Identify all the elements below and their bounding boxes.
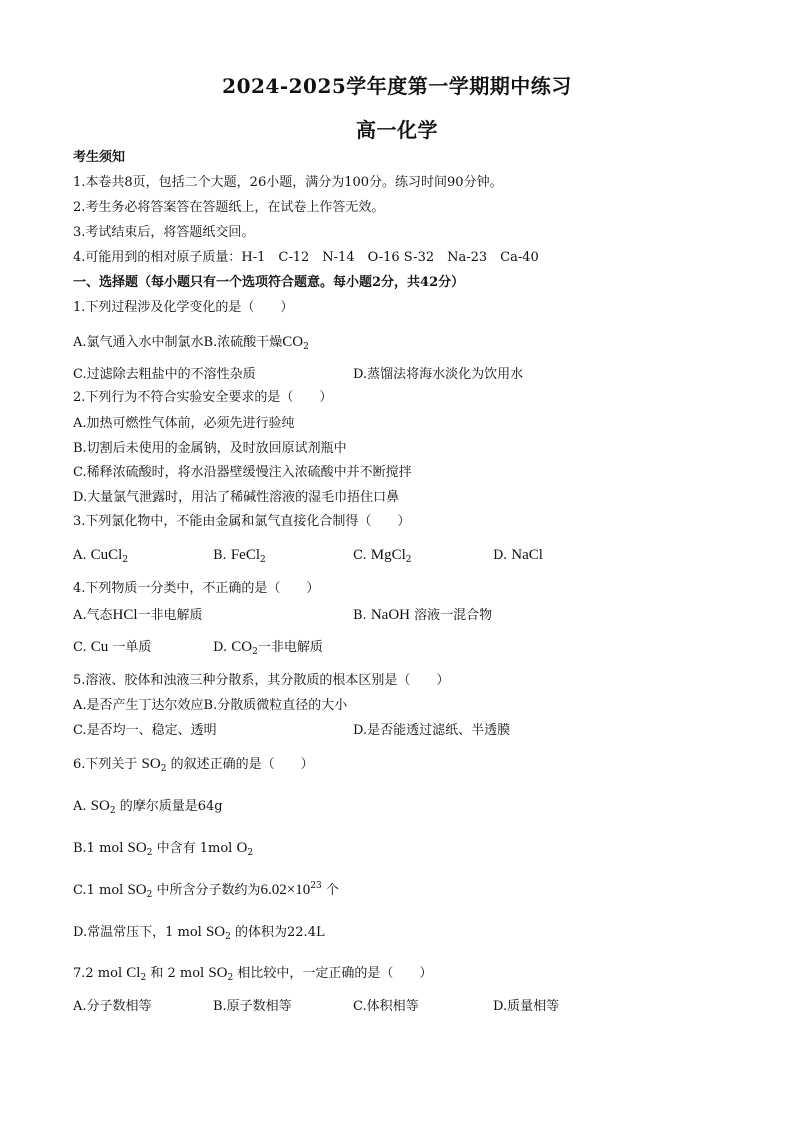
subscript: 2 xyxy=(247,848,254,858)
option-text: 一非电解质 xyxy=(137,608,203,623)
option-text: D.常温常压下，1 mol xyxy=(73,925,206,940)
option-text: 一非电解质 xyxy=(257,640,323,655)
formula: SO xyxy=(90,798,110,814)
option-text: B.浓硫酸干燥 xyxy=(203,335,283,350)
option-label: D. xyxy=(213,640,228,655)
formula: NaCl xyxy=(511,547,543,563)
formula: SO xyxy=(208,965,228,981)
option-text: B.分散质微粒直径的大小 xyxy=(203,698,348,713)
option-d: D.蒸馏法将海水淡化为饮用水 xyxy=(353,367,524,382)
option-text: A.是否产生丁达尔效应 xyxy=(73,698,204,713)
subscript: 2 xyxy=(227,973,234,983)
option-b xyxy=(213,547,266,564)
subscript: 2 xyxy=(146,890,153,900)
question-stem: 1.下列过程涉及化学变化的是（ ） xyxy=(73,300,294,315)
option-text: 个 xyxy=(325,883,339,898)
subscript: 2 xyxy=(252,647,258,657)
option-text: 的摩尔质量是64g xyxy=(119,799,223,814)
option-d xyxy=(493,547,543,564)
exam-title: 2024-2025学年度第一学期期中练习 xyxy=(222,74,572,98)
stem-text: 6.下列关于 xyxy=(73,757,138,772)
formula: SO xyxy=(141,756,161,772)
notice-item: 1.本卷共8页，包括二个大题，26小题，满分为100分。练习时间90分钟。 xyxy=(73,175,503,190)
option-d: D.质量相等 xyxy=(493,999,560,1014)
option-d xyxy=(213,639,323,656)
notice-item: 2.考生务必将答案答在答题纸上，在试卷上作答无效。 xyxy=(73,200,385,215)
option-d xyxy=(73,924,325,941)
notice-item: 3.考试结束后，将答题纸交回。 xyxy=(73,225,255,240)
option-c: C.是否均一、稳定、透明 xyxy=(73,723,217,738)
subscript: 2 xyxy=(160,764,167,774)
option-c xyxy=(73,639,151,656)
option-b xyxy=(73,840,253,857)
option-text: A.氯气通入水中制氯水 xyxy=(73,335,204,350)
question-stem: 3.下列氯化物中，不能由金属和氯气直接化合制得（ ） xyxy=(73,514,411,529)
option-d: D.大量氯气泄露时，用沾了稀碱性溶液的湿毛巾捂住口鼻 xyxy=(73,490,400,505)
formula: SO xyxy=(127,840,147,856)
subscript: 2 xyxy=(303,342,309,352)
subscript: 2 xyxy=(109,806,116,816)
question-stem: 5.溶液、胶体和浊液三种分散系，其分散质的根本区别是（ ） xyxy=(73,673,450,688)
superscript: 23 xyxy=(310,881,322,891)
formula: Cl xyxy=(126,965,141,981)
option-a xyxy=(73,334,309,351)
option-d: D.是否能透过滤纸、半透膜 xyxy=(353,723,511,738)
option-a xyxy=(73,698,347,714)
option-text: 一单质 xyxy=(112,640,152,655)
option-a: A.分子数相等 xyxy=(73,999,152,1014)
formula: CO xyxy=(231,639,253,655)
formula: HCl xyxy=(112,607,138,623)
subscript: 2 xyxy=(146,848,153,858)
question-stem: 2.下列行为不符合实验安全要求的是（ ） xyxy=(73,390,333,405)
subscript: 2 xyxy=(140,973,147,983)
section-heading: 一、选择题（每小题只有一个选项符合题意。每小题2分，共42分） xyxy=(73,275,465,290)
option-text: 的体积为22.4L xyxy=(235,925,325,940)
subscript: 2 xyxy=(405,555,412,565)
option-a xyxy=(73,547,128,564)
option-label: C. xyxy=(73,640,87,655)
option-c xyxy=(73,882,339,899)
question-stem xyxy=(73,756,314,773)
number: 6.02×10 xyxy=(260,882,311,898)
exam-subtitle: 高一化学 xyxy=(356,118,438,142)
formula: Cu xyxy=(90,639,109,655)
question-stem xyxy=(73,965,432,982)
formula: FeCl xyxy=(230,547,261,563)
formula: CuCl xyxy=(90,547,123,563)
formula: SO xyxy=(127,882,147,898)
option-b: B.切割后未使用的金属钠，及时放回原试剂瓶中 xyxy=(73,441,347,456)
option-label: D. xyxy=(493,548,508,563)
option-a xyxy=(73,607,203,624)
question-stem: 4.下列物质一分类中，不正确的是（ ） xyxy=(73,581,320,596)
option-b xyxy=(353,607,492,624)
subscript: 2 xyxy=(122,555,129,565)
option-a: A.加热可燃性气体前，必须先进行验纯 xyxy=(73,416,295,431)
option-b: B.原子数相等 xyxy=(213,999,292,1014)
option-label: C. xyxy=(353,548,367,563)
option-text: C.1 mol xyxy=(73,883,128,898)
notice-heading: 考生须知 xyxy=(73,150,126,165)
subscript: 2 xyxy=(225,932,231,942)
option-c: C.过滤除去粗盐中的不溶性杂质 xyxy=(73,367,256,382)
subscript: 2 xyxy=(260,555,266,565)
option-c xyxy=(353,547,412,564)
formula: SO xyxy=(205,924,226,940)
option-text: A.气态 xyxy=(73,608,113,623)
option-text: 中所含分子数约为 xyxy=(156,883,261,898)
formula: O xyxy=(236,840,248,856)
stem-text: 和 2 mol xyxy=(150,966,209,981)
stem-text: 的叙述正确的是（ ） xyxy=(170,757,314,772)
formula: CO xyxy=(282,334,304,350)
stem-text: 7.2 mol xyxy=(73,966,127,981)
option-text: B.1 mol xyxy=(73,841,128,856)
formula: NaOH xyxy=(370,607,410,623)
stem-text: 相比较中，一定正确的是（ ） xyxy=(237,966,433,981)
option-text: 中含有 1mol xyxy=(156,841,237,856)
option-a xyxy=(73,798,223,815)
option-c: C.体积相等 xyxy=(353,999,419,1014)
option-label: B. xyxy=(353,608,367,623)
option-label: A. xyxy=(73,799,87,814)
option-label: A. xyxy=(73,548,87,563)
formula: MgCl xyxy=(370,547,406,563)
notice-item: 4.可能用到的相对原子质量：H-1 C-12 N-14 O-16 S-32 Na-23 Ca-40 xyxy=(73,250,539,265)
option-text: 溶液一混合物 xyxy=(414,608,493,623)
option-label: B. xyxy=(213,548,227,563)
option-c: C.稀释浓硫酸时，将水沿器壁缓慢注入浓硫酸中并不断搅拌 xyxy=(73,465,412,480)
